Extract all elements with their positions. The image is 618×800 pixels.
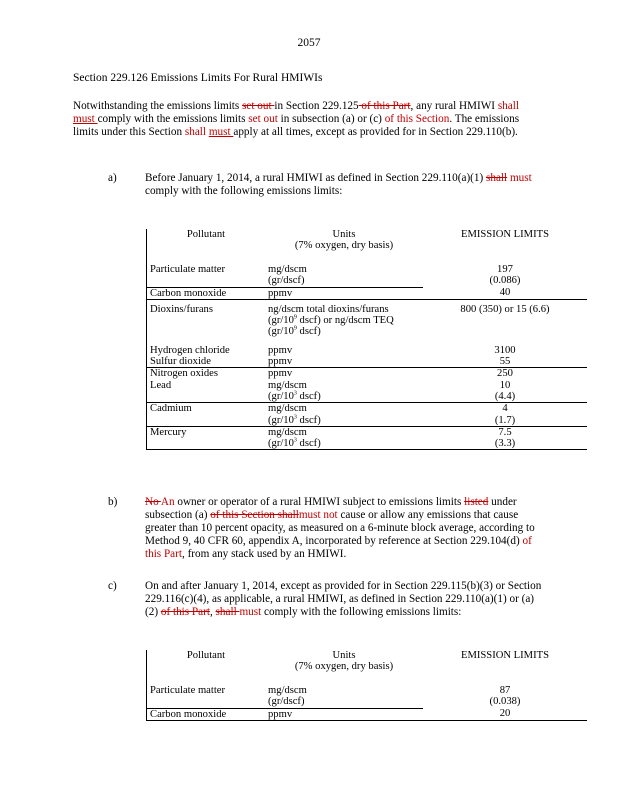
table-row [147, 682, 588, 708]
item-text: cause or allow any emissions that cause greater than 10 percent opacity, as measured on a 6-minute block average, according to Method 9, 40 CFR 60, appendix A, incorporated by reference at Section 229.104(d) [145, 509, 535, 547]
pollutant-cell: Particulate matter [147, 682, 266, 708]
pollutant-cell: Mercury [147, 426, 266, 450]
emissions-table-2 [146, 650, 587, 721]
limit-line: 4 [502, 403, 508, 415]
limit-line: 87 [499, 685, 511, 696]
item-c-label: c) [108, 580, 117, 592]
units-line: mg/dscm [268, 379, 307, 391]
deleted-text: of this Part [160, 606, 210, 618]
units-line: (gr/dscf) [268, 696, 305, 708]
inserted-text: must not [298, 509, 338, 521]
units-cell: ppmv [268, 344, 293, 356]
units-cell [265, 403, 423, 427]
item-text: Before January 1, 2014, a rural HMIWI as defined in Section 229.110(a)(1) [145, 172, 487, 184]
intro-paragraph [73, 100, 543, 139]
intro-text: . The emissions limits under this Section [73, 113, 520, 138]
intro-text: in Section 229.125 [274, 100, 359, 112]
header-units-line1: Units [332, 650, 356, 661]
limit-line: (0.038) [489, 696, 521, 708]
units-cell: ppmv [265, 708, 423, 720]
limit-cell: 250 [497, 368, 513, 380]
item-a-text [145, 172, 545, 198]
table-row [147, 287, 588, 299]
limit-line: 10 [499, 379, 511, 391]
table-row [147, 261, 588, 287]
exponent: 3 [293, 437, 297, 444]
limit-line: (4.4) [494, 390, 516, 402]
limit-line: (1.7) [494, 414, 516, 426]
units-line: mg/dscm [268, 403, 307, 415]
limit-cell: 55 [423, 356, 587, 368]
inserted-text: shall [497, 100, 519, 112]
exponent: 9 [293, 314, 297, 321]
units-line: mg/dscm [268, 264, 307, 275]
limit-line: 7.5 [498, 426, 512, 438]
inserted-text: must [73, 113, 98, 125]
exponent: 9 [293, 325, 297, 332]
units-line [268, 391, 420, 402]
units-text: (gr/10 [268, 390, 294, 402]
item-c-text [145, 580, 545, 619]
units-cell [265, 682, 423, 708]
units-text: dscf) [299, 438, 321, 450]
header-emission-limits: EMISSION LIMITS [461, 229, 549, 240]
limit-cell: 3100 [494, 344, 516, 356]
inserted-text: set out [248, 113, 278, 125]
inserted-text: must [208, 126, 234, 138]
intro-text: apply at all times, except as provided for in Section 229.110(b). [233, 126, 518, 138]
header-units-line2: (7% oxygen, dry basis) [294, 661, 394, 673]
item-text: , [209, 606, 216, 618]
intro-text: in subsection (a) or (c) [277, 113, 385, 125]
header-emission-limits: EMISSION LIMITS [461, 650, 549, 661]
inserted-text: shall [184, 126, 209, 138]
item-a-label: a) [108, 172, 117, 184]
limit-cell: 40 [423, 287, 587, 299]
limit-line: (3.3) [494, 438, 516, 450]
item-b-label: b) [108, 496, 118, 508]
limit-cell [423, 261, 587, 287]
table-row [147, 299, 588, 337]
table-row [147, 380, 588, 403]
inserted-text: of this Part [145, 535, 532, 560]
pollutant-cell: Hydrogen chloride [147, 345, 266, 356]
pollutant-cell: Carbon monoxide [147, 708, 266, 720]
units-line [268, 438, 420, 449]
inserted-text: of this Section [384, 113, 450, 125]
units-cell: ppmv [268, 368, 293, 380]
limit-cell [423, 380, 587, 403]
limit-cell [423, 426, 587, 450]
item-text: comply with the following emissions limits: [145, 185, 343, 197]
header-units-line1: Units [332, 229, 356, 240]
section-heading: Section 229.126 Emissions Limits For Rural HMIWIs [73, 72, 323, 84]
units-line [268, 415, 420, 426]
header-units [265, 650, 423, 682]
units-text: dscf) or ng/dscm TEQ [299, 315, 394, 327]
item-text: , from any stack used by an HMIWI. [181, 548, 347, 560]
item-text: under subsection (a) [145, 496, 517, 521]
inserted-text: must [509, 172, 532, 184]
header-units [265, 229, 423, 261]
header-pollutant: Pollutant [147, 650, 266, 682]
exponent: 3 [293, 390, 297, 397]
item-text: On and after January 1, 2014, except as provided for in Section 229.115(b)(3) or Section 229.116(c)(4), as applicable, a rural HMIWI, as defined in Section 229.110(a)(1) or (a)(2) [145, 580, 542, 618]
units-line: mg/dscm [268, 426, 307, 438]
units-cell [265, 299, 423, 337]
table-row [147, 426, 588, 450]
limit-line: (0.086) [489, 275, 521, 287]
deleted-text: No [145, 496, 161, 508]
limit-cell [423, 403, 587, 427]
header-pollutant: Pollutant [147, 229, 266, 261]
table-row [147, 356, 588, 368]
inserted-text: An [160, 496, 175, 508]
item-b-text [145, 496, 545, 561]
pollutant-cell: Dioxins/furans [147, 299, 266, 337]
table-row [147, 345, 588, 356]
units-cell: ppmv [265, 287, 423, 299]
header-units-line2: (7% oxygen, dry basis) [294, 240, 394, 252]
units-text: dscf) [299, 414, 321, 426]
deleted-text: shall [486, 172, 508, 184]
table-row [147, 403, 588, 427]
deleted-text: of this Part [358, 100, 411, 112]
units-cell [265, 380, 423, 403]
inserted-text: must [239, 606, 262, 618]
intro-text: comply with the emissions limits [97, 113, 249, 125]
units-text: dscf) [299, 390, 321, 402]
units-line: mg/dscm [268, 685, 307, 696]
limit-cell: 800 (350) or 15 (6.6) [460, 303, 550, 315]
units-cell [265, 261, 423, 287]
limit-line: 197 [497, 264, 513, 275]
emissions-table-1 [146, 229, 587, 450]
exponent: 3 [293, 414, 297, 421]
deleted-text: set out [242, 100, 275, 112]
deleted-text: of this Section shall [210, 509, 299, 521]
pollutant-cell: Lead [147, 380, 266, 403]
units-line [268, 326, 420, 337]
pollutant-cell: Carbon monoxide [147, 287, 266, 299]
table-row [147, 708, 588, 720]
intro-text: , any rural HMIWI [410, 100, 496, 112]
units-text: (gr/10 [268, 438, 294, 450]
pollutant-cell: Particulate matter [147, 261, 266, 287]
units-text: (gr/10 [268, 326, 294, 338]
units-line: (gr/dscf) [268, 275, 305, 287]
limit-cell: 20 [423, 708, 587, 720]
item-text: owner or operator of a rural HMIWI subject to emissions limits [174, 496, 465, 508]
units-text: dscf) [299, 326, 321, 338]
units-cell [265, 426, 423, 450]
page-number: 2057 [297, 37, 321, 49]
table-row [147, 368, 588, 380]
units-line [268, 315, 420, 326]
deleted-text: shall [215, 606, 240, 618]
units-text: (gr/10 [268, 315, 294, 327]
units-cell: ppmv [265, 356, 423, 368]
units-text: (gr/10 [268, 414, 294, 426]
item-text: comply with the following emissions limits: [261, 606, 462, 618]
pollutant-cell: Sulfur dioxide [147, 356, 266, 368]
deleted-text: listed [464, 496, 489, 508]
limit-cell [423, 682, 587, 708]
pollutant-cell: Cadmium [147, 403, 266, 427]
pollutant-cell: Nitrogen oxides [147, 368, 266, 380]
units-line: ng/dscm total dioxins/furans [268, 303, 389, 315]
intro-text: Notwithstanding the emissions limits [73, 100, 243, 112]
